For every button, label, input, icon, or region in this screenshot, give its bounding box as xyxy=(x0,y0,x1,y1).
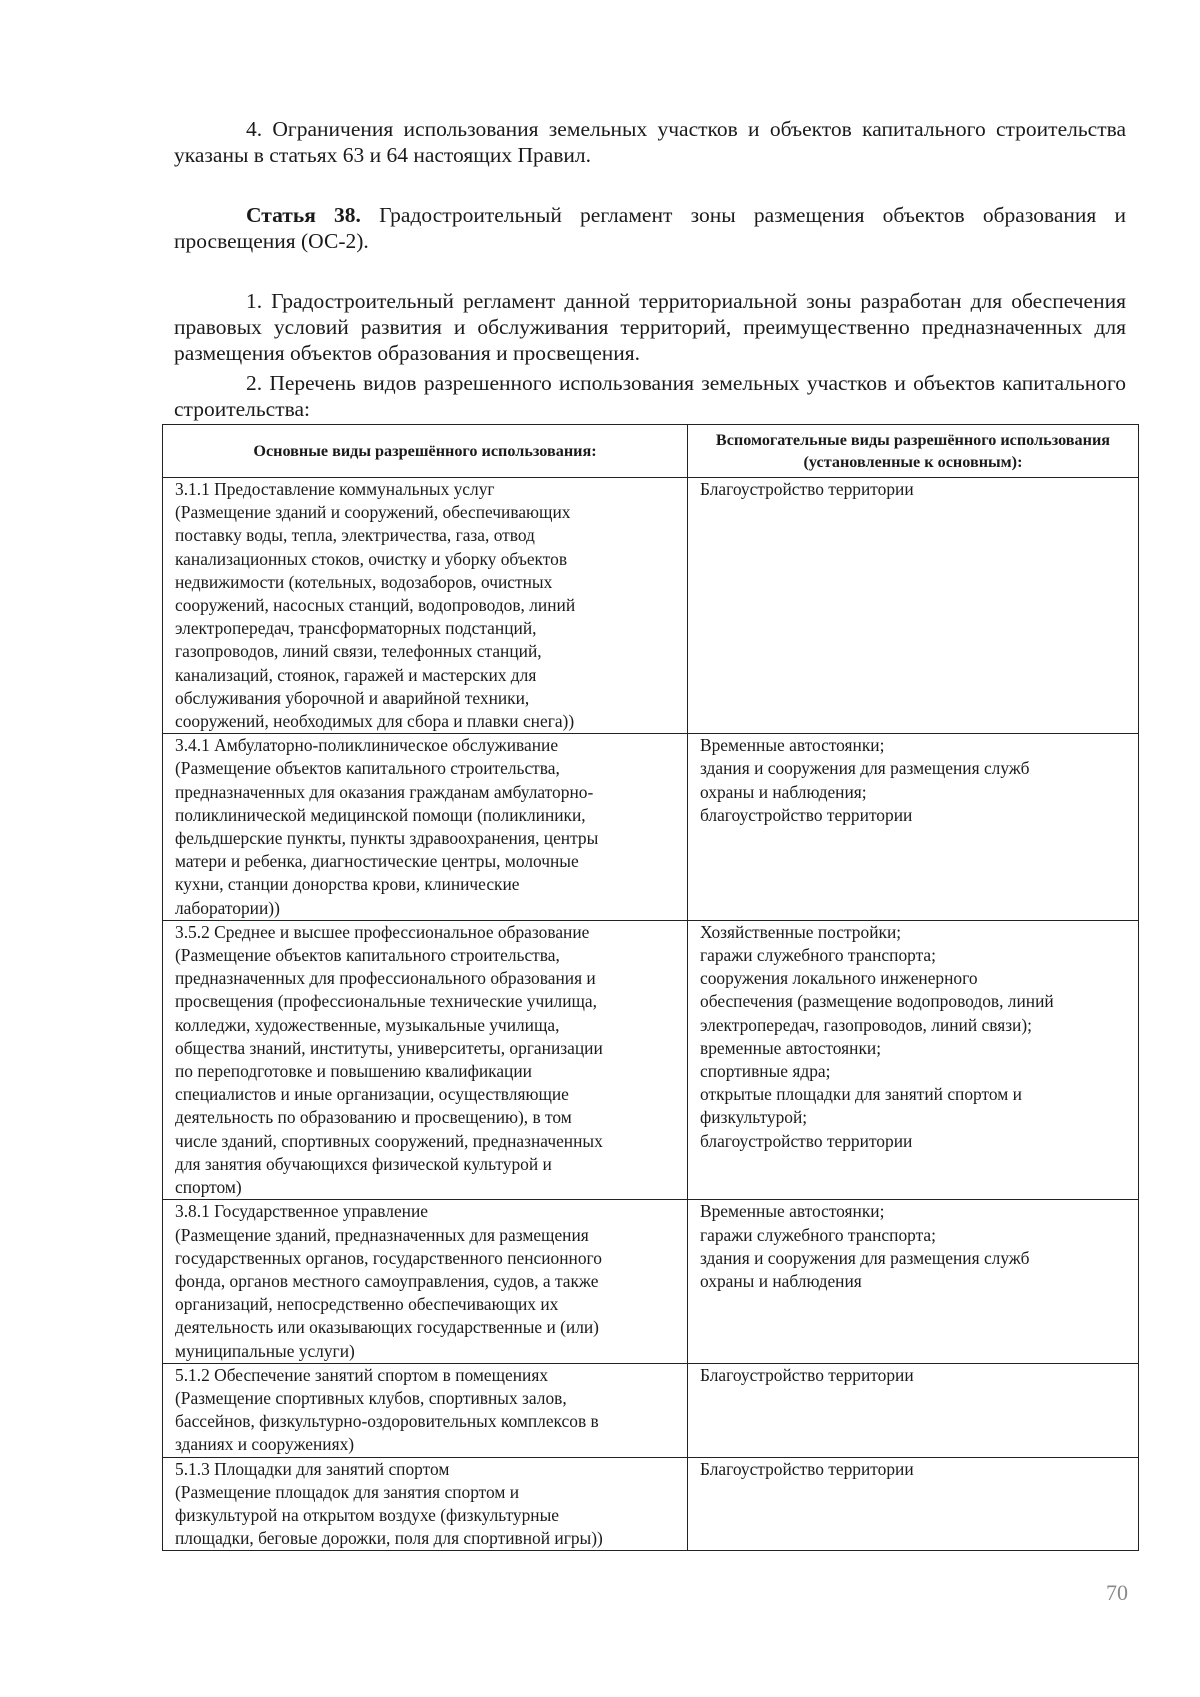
cell-auxiliary-use xyxy=(688,478,1139,734)
cell-line: фонда, органов местного самоуправления, судов, а также xyxy=(175,1270,599,1291)
cell-line: газопроводов, линий связи, телефонных станций, xyxy=(175,641,542,662)
cell-line: колледжи, художественные, музыкальные училища, xyxy=(175,1014,560,1035)
paragraph-restrictions xyxy=(174,116,1126,168)
cell-line: Благоустройство территории xyxy=(700,479,914,499)
cell-line: поставку воды, тепла, электричества, газа, отвод xyxy=(175,525,535,546)
paragraph-purpose-line-3: предназначенных для размещения объектов образования и просвещения. xyxy=(174,315,1126,365)
paragraph-intro-line-2: капитального строительства: xyxy=(174,371,1126,421)
paragraph-purpose-line-1: 1. Градостроительный регламент данной территориальной зоны разработан для xyxy=(246,289,1003,313)
cell-line: лаборатории)) xyxy=(175,897,280,918)
table-row xyxy=(163,478,1139,734)
table-row xyxy=(163,1457,1139,1551)
cell-line: 3.4.1 Амбулаторно-поликлиническое обслуживание xyxy=(175,735,559,756)
cell-line: поликлинической медицинской помощи (поликлиники, xyxy=(175,804,586,825)
cell-line: (Размещение зданий, предназначенных для размещения xyxy=(175,1224,589,1245)
cell-line: площадки, беговые дорожки, поля для спортивной игры)) xyxy=(175,1528,603,1549)
cell-line: матери и ребенка, диагностические центры, молочные xyxy=(175,851,579,872)
paragraph-regulation-purpose xyxy=(174,288,1126,366)
cell-line: благоустройство территории xyxy=(700,804,913,825)
cell-line: 5.1.2 Обеспечение занятий спортом в помещениях xyxy=(175,1364,549,1385)
cell-line: Временные автостоянки; xyxy=(700,735,885,756)
cell-line: обслуживания уборочной и аварийной техники, xyxy=(175,687,530,708)
cell-line: (Размещение объектов капитального строительства, xyxy=(175,945,560,966)
paragraph-restrictions-line-1: 4. Ограничения использования земельных участков и объектов капитального xyxy=(246,117,986,141)
cell-line: охраны и наблюдения xyxy=(700,1270,862,1291)
cell-line: муниципальные услуги) xyxy=(175,1340,355,1361)
cell-line: по переподготовке и повышению квалификации xyxy=(175,1061,532,1082)
cell-auxiliary-use xyxy=(688,920,1139,1199)
cell-line: числе зданий, спортивных сооружений, предназначенных xyxy=(175,1130,603,1151)
article-title-part-1: Градостроительный регламент зоны размещения объектов образования и xyxy=(360,203,1126,227)
cell-line: Временные автостоянки; xyxy=(700,1201,885,1222)
cell-line: деятельность или оказывающих государственные и (или) xyxy=(175,1317,599,1338)
cell-auxiliary-use xyxy=(688,1200,1139,1363)
table-body xyxy=(163,478,1139,1551)
cell-line: зданиях и сооружениях) xyxy=(175,1434,355,1455)
cell-line: 5.1.3 Площадки для занятий спортом xyxy=(175,1458,450,1479)
paragraph-purpose-line-2: обеспечения правовых условий развития и обслуживания территорий, преимущественно xyxy=(174,289,1126,339)
cell-line: (Размещение спортивных клубов, спортивных залов, xyxy=(175,1387,567,1408)
paragraph-restrictions-line-2: строительства указаны в статьях 63 и 64 настоящих Правил. xyxy=(174,117,1126,167)
cell-line: охраны и наблюдения; xyxy=(700,781,867,802)
cell-main-use xyxy=(163,1363,688,1457)
cell-line: здания и сооружения для размещения служб xyxy=(700,1247,1030,1268)
table-row xyxy=(163,1200,1139,1363)
cell-line: временные автостоянки; xyxy=(700,1037,882,1058)
cell-auxiliary-use xyxy=(688,734,1139,921)
cell-main-use xyxy=(163,734,688,921)
table-row xyxy=(163,920,1139,1199)
cell-line: для занятия обучающихся физической культурой и xyxy=(175,1153,552,1174)
cell-line: просвещения (профессиональные технические училища, xyxy=(175,991,597,1012)
cell-line: канализаций, стоянок, гаражей и мастерских для xyxy=(175,664,537,685)
paragraph-permitted-uses-intro xyxy=(174,370,1126,422)
cell-line: спортом) xyxy=(175,1177,242,1198)
cell-line: специалистов и иные организации, осуществляющие xyxy=(175,1084,569,1105)
cell-line: (Размещение площадок для занятия спортом и xyxy=(175,1481,520,1502)
article-heading xyxy=(174,202,1126,254)
cell-main-use xyxy=(163,1457,688,1551)
cell-auxiliary-use xyxy=(688,1363,1139,1457)
cell-line: сооружений, насосных станций, водопроводов, линий xyxy=(175,595,576,616)
cell-line: физкультурой; xyxy=(700,1107,808,1128)
cell-line: Благоустройство территории xyxy=(700,1458,914,1479)
cell-main-use xyxy=(163,478,688,734)
cell-line: 3.1.1 Предоставление коммунальных услуг xyxy=(175,479,495,499)
article-title-part-2: просвещения (ОС-2). xyxy=(174,229,369,253)
cell-line: электропередач, газопроводов, линий связи); xyxy=(700,1014,1032,1035)
cell-main-use xyxy=(163,1200,688,1363)
cell-line: физкультурой на открытом воздухе (физкультурные xyxy=(175,1504,559,1525)
cell-line: спортивные ядра; xyxy=(700,1061,831,1082)
cell-line: гаражи служебного транспорта; xyxy=(700,1224,936,1245)
cell-line: кухни, станции донорства крови, клинические xyxy=(175,874,520,895)
cell-line: обеспечения (размещение водопроводов, линий xyxy=(700,991,1054,1012)
cell-line: открытые площадки для занятий спортом и xyxy=(700,1084,1022,1105)
cell-line: недвижимости (котельных, водозаборов, очистных xyxy=(175,571,553,592)
cell-line: 3.5.2 Среднее и высшее профессиональное образование xyxy=(175,921,590,942)
cell-line: бассейнов, физкультурно-оздоровительных комплексов в xyxy=(175,1411,599,1432)
cell-auxiliary-use xyxy=(688,1457,1139,1551)
cell-line: (Размещение объектов капитального строительства, xyxy=(175,758,560,779)
page-number: 70 xyxy=(1106,1580,1128,1605)
cell-main-use xyxy=(163,920,688,1199)
cell-line: Хозяйственные постройки; xyxy=(700,921,902,942)
cell-line: благоустройство территории xyxy=(700,1130,913,1151)
cell-line: предназначенных для оказания гражданам амбулаторно- xyxy=(175,781,594,802)
header-main-uses: Основные виды разрешённого использования: xyxy=(163,425,688,478)
cell-line: организаций, непосредственно обеспечивающих их xyxy=(175,1294,559,1315)
cell-line: 3.8.1 Государственное управление xyxy=(175,1201,428,1222)
table-row xyxy=(163,1363,1139,1457)
header-auxiliary-uses: Вспомогательные виды разрешённого использования (установленные к основным): xyxy=(688,425,1139,478)
cell-line: сооружений, необходимых для сбора и плавки снега)) xyxy=(175,711,575,732)
cell-line: канализационных стоков, очистку и уборку объектов xyxy=(175,548,568,569)
cell-line: фельдшерские пункты, пункты здравоохранения, центры xyxy=(175,828,599,849)
article-number: Статья 38. xyxy=(246,203,361,227)
paragraph-intro-line-1: 2. Перечень видов разрешенного использования земельных участков и объектов xyxy=(246,371,996,395)
cell-line: (Размещение зданий и сооружений, обеспечивающих xyxy=(175,502,571,523)
cell-line: предназначенных для профессионального образования и xyxy=(175,968,596,989)
permitted-uses-table xyxy=(162,424,1139,1551)
cell-line: государственных органов, государственного пенсионного xyxy=(175,1247,602,1268)
cell-line: деятельность по образованию и просвещению), в том xyxy=(175,1107,572,1128)
cell-line: здания и сооружения для размещения служб xyxy=(700,758,1030,779)
cell-line: Благоустройство территории xyxy=(700,1364,914,1385)
cell-line: электропередач, трансформаторных подстанций, xyxy=(175,618,537,639)
table-header-row xyxy=(163,425,1139,478)
table-row xyxy=(163,734,1139,921)
cell-line: сооружения локального инженерного xyxy=(700,968,978,989)
cell-line: гаражи служебного транспорта; xyxy=(700,945,936,966)
cell-line: общества знаний, институты, университеты, организации xyxy=(175,1037,603,1058)
